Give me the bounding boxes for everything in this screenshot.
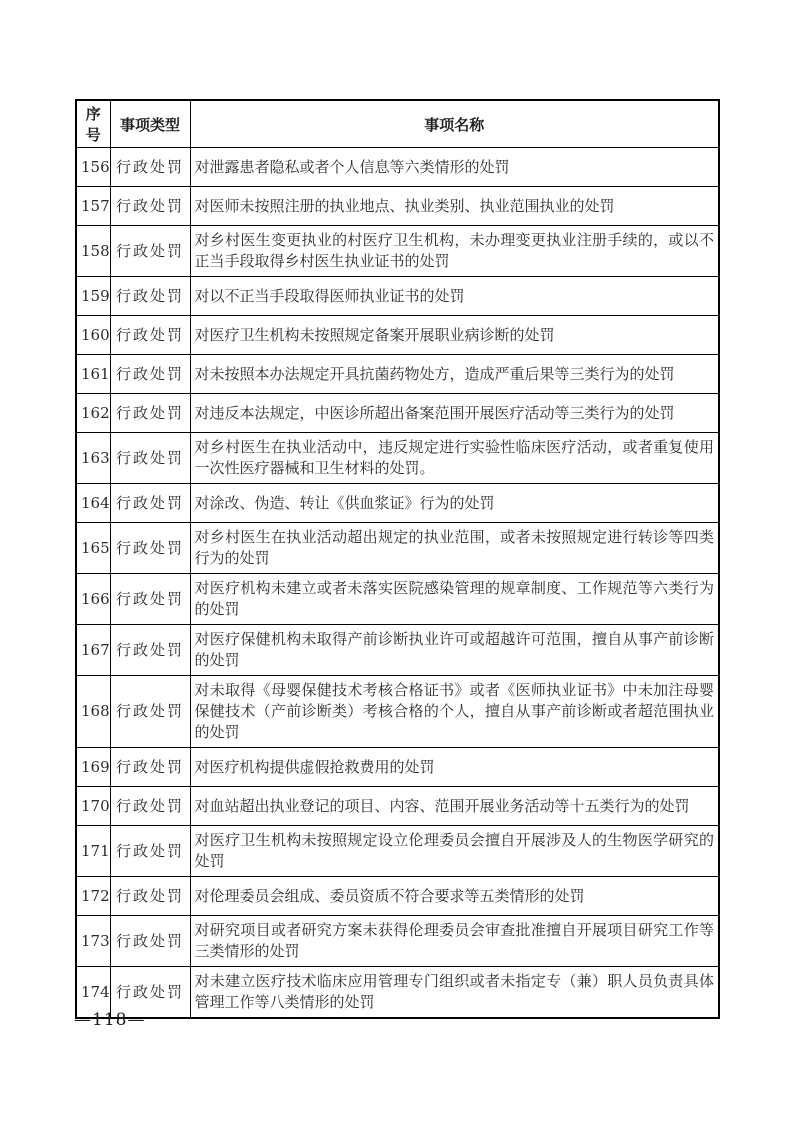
cell-item-type: 行政处罚 xyxy=(110,226,190,277)
table-row xyxy=(76,877,719,916)
table-row xyxy=(76,826,719,877)
table-row xyxy=(76,433,719,484)
cell-item-name: 对乡村医生变更执业的村医疗卫生机构，未办理变更执业注册手续的，或以不正当手段取得乡村医生执业证书的处罚 xyxy=(190,226,719,277)
cell-serial-number: 156 xyxy=(76,148,110,187)
cell-item-type: 行政处罚 xyxy=(110,787,190,826)
table-row xyxy=(76,484,719,523)
cell-serial-number: 167 xyxy=(76,625,110,676)
cell-serial-number: 169 xyxy=(76,748,110,787)
header-item-type: 事项类型 xyxy=(110,100,190,148)
table-row xyxy=(76,916,719,967)
cell-serial-number: 163 xyxy=(76,433,110,484)
cell-item-name: 对医疗卫生机构未按照规定备案开展职业病诊断的处罚 xyxy=(190,316,719,355)
cell-item-type: 行政处罚 xyxy=(110,748,190,787)
cell-serial-number: 174 xyxy=(76,967,110,1019)
cell-serial-number: 157 xyxy=(76,187,110,226)
table-row xyxy=(76,676,719,748)
table-row xyxy=(76,574,719,625)
cell-serial-number: 173 xyxy=(76,916,110,967)
table-row xyxy=(76,967,719,1019)
table-row xyxy=(76,748,719,787)
table-row xyxy=(76,523,719,574)
cell-item-name: 对伦理委员会组成、委员资质不符合要求等五类情形的处罚 xyxy=(190,877,719,916)
cell-serial-number: 164 xyxy=(76,484,110,523)
cell-serial-number: 168 xyxy=(76,676,110,748)
cell-item-name: 对乡村医生在执业活动超出规定的执业范围，或者未按照规定进行转诊等四类行为的处罚 xyxy=(190,523,719,574)
table-row xyxy=(76,316,719,355)
cell-serial-number: 166 xyxy=(76,574,110,625)
table-row xyxy=(76,148,719,187)
penalty-table-body xyxy=(76,148,719,1019)
header-serial-number: 序号 xyxy=(76,100,110,148)
cell-item-type: 行政处罚 xyxy=(110,394,190,433)
table-header xyxy=(76,100,719,148)
cell-item-name: 对未按照本办法规定开具抗菌药物处方，造成严重后果等三类行为的处罚 xyxy=(190,355,719,394)
cell-item-type: 行政处罚 xyxy=(110,148,190,187)
cell-item-type: 行政处罚 xyxy=(110,625,190,676)
cell-item-name: 对乡村医生在执业活动中，违反规定进行实验性临床医疗活动，或者重复使用一次性医疗器械和卫生材料的处罚。 xyxy=(190,433,719,484)
cell-serial-number: 162 xyxy=(76,394,110,433)
cell-serial-number: 171 xyxy=(76,826,110,877)
cell-serial-number: 159 xyxy=(76,277,110,316)
cell-item-name: 对以不正当手段取得医师执业证书的处罚 xyxy=(190,277,719,316)
cell-item-name: 对未取得《母婴保健技术考核合格证书》或者《医师执业证书》中未加注母婴保健技术（产前诊断类）考核合格的个人，擅自从事产前诊断或者超范围执业的处罚 xyxy=(190,676,719,748)
table-row xyxy=(76,187,719,226)
cell-item-type: 行政处罚 xyxy=(110,676,190,748)
penalty-items-table xyxy=(75,99,720,1019)
cell-serial-number: 160 xyxy=(76,316,110,355)
table-row xyxy=(76,277,719,316)
cell-serial-number: 161 xyxy=(76,355,110,394)
cell-item-name: 对泄露患者隐私或者个人信息等六类情形的处罚 xyxy=(190,148,719,187)
cell-item-name: 对未建立医疗技术临床应用管理专门组织或者未指定专（兼）职人员负责具体管理工作等八类情形的处罚 xyxy=(190,967,719,1019)
table-row xyxy=(76,355,719,394)
cell-item-type: 行政处罚 xyxy=(110,484,190,523)
cell-item-type: 行政处罚 xyxy=(110,877,190,916)
cell-item-name: 对医师未按照注册的执业地点、执业类别、执业范围执业的处罚 xyxy=(190,187,719,226)
table-row xyxy=(76,787,719,826)
table-row xyxy=(76,226,719,277)
cell-item-type: 行政处罚 xyxy=(110,187,190,226)
cell-item-name: 对医疗机构未建立或者未落实医院感染管理的规章制度、工作规范等六类行为的处罚 xyxy=(190,574,719,625)
cell-item-type: 行政处罚 xyxy=(110,316,190,355)
cell-item-type: 行政处罚 xyxy=(110,433,190,484)
cell-item-type: 行政处罚 xyxy=(110,277,190,316)
cell-serial-number: 170 xyxy=(76,787,110,826)
table-row xyxy=(76,394,719,433)
cell-item-type: 行政处罚 xyxy=(110,916,190,967)
cell-item-name: 对血站超出执业登记的项目、内容、范围开展业务活动等十五类行为的处罚 xyxy=(190,787,719,826)
cell-item-name: 对医疗卫生机构未按照规定设立伦理委员会擅自开展涉及人的生物医学研究的处罚 xyxy=(190,826,719,877)
cell-serial-number: 165 xyxy=(76,523,110,574)
table-row xyxy=(76,625,719,676)
cell-item-type: 行政处罚 xyxy=(110,967,190,1019)
cell-item-name: 对违反本法规定，中医诊所超出备案范围开展医疗活动等三类行为的处罚 xyxy=(190,394,719,433)
cell-item-name: 对研究项目或者研究方案未获得伦理委员会审查批准擅自开展项目研究工作等三类情形的处罚 xyxy=(190,916,719,967)
cell-item-type: 行政处罚 xyxy=(110,355,190,394)
header-item-name: 事项名称 xyxy=(190,100,719,148)
table-header-row xyxy=(76,100,719,148)
cell-item-type: 行政处罚 xyxy=(110,574,190,625)
cell-item-type: 行政处罚 xyxy=(110,826,190,877)
page-number: —118— xyxy=(74,1010,146,1030)
cell-item-name: 对医疗机构提供虚假抢救费用的处罚 xyxy=(190,748,719,787)
cell-item-name: 对医疗保健机构未取得产前诊断执业许可或超越许可范围，擅自从事产前诊断的处罚 xyxy=(190,625,719,676)
cell-serial-number: 158 xyxy=(76,226,110,277)
cell-serial-number: 172 xyxy=(76,877,110,916)
cell-item-type: 行政处罚 xyxy=(110,523,190,574)
cell-item-name: 对涂改、伪造、转让《供血浆证》行为的处罚 xyxy=(190,484,719,523)
